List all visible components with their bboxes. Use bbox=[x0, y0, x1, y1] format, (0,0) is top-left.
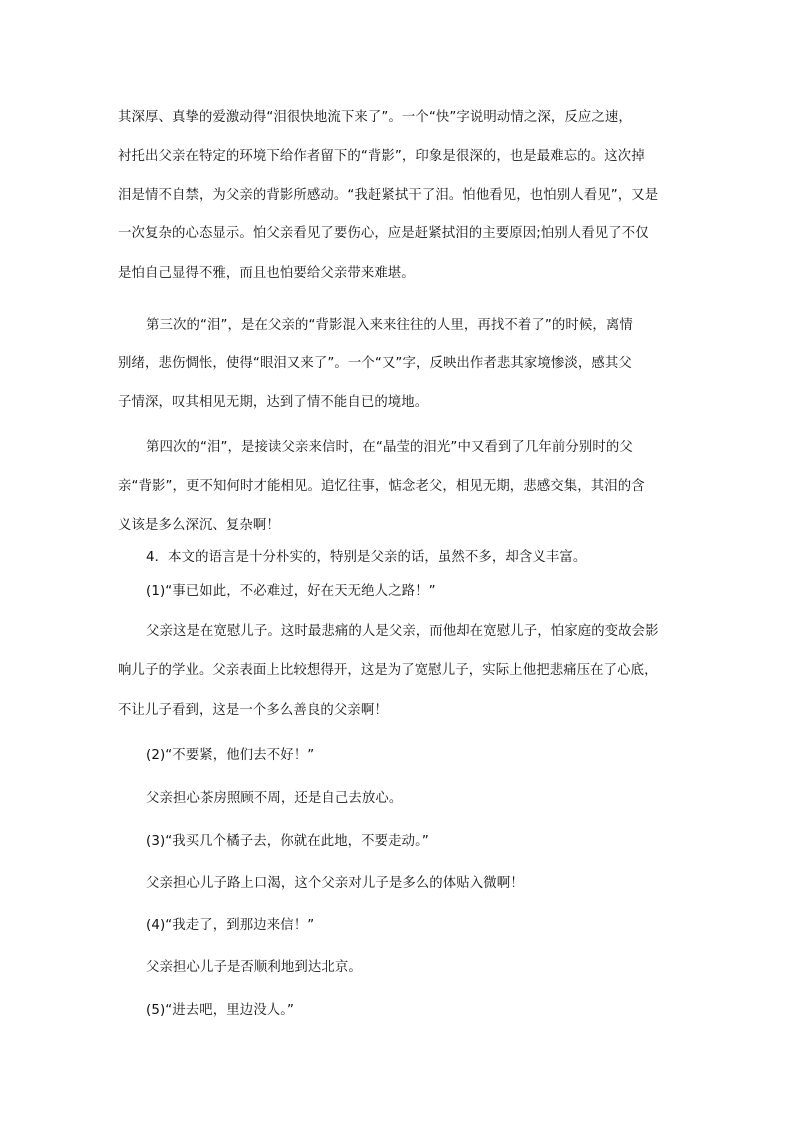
body-line: 一次复杂的心态显示。怕父亲看见了要伤心，应是赶紧拭泪的主要原因;怕别人看见了不仅 bbox=[118, 226, 649, 241]
body-line: 父亲担心儿子路上口渴，这个父亲对儿子是多么的体贴入微啊！ bbox=[146, 876, 524, 891]
quote-line: (1)“事已如此，不必难过，好在天无绝人之路！” bbox=[146, 584, 436, 599]
body-line: 亲“背影”，更不知何时才能相见。追忆往事，惦念老父，相见无期，悲感交集，其泪的含 bbox=[118, 479, 645, 494]
quote-line: (3)“我买几个橘子去，你就在此地，不要走动。” bbox=[146, 834, 429, 849]
quote-line: (2)“不要紧，他们去不好！” bbox=[146, 748, 315, 763]
body-line: 衬托出父亲在特定的环境下给作者留下的“背影”，印象是很深的，也是最难忘的。这次掉 bbox=[118, 149, 645, 164]
section-heading: 4．本文的语言是十分朴实的，特别是父亲的话，虽然不多，却含义丰富。 bbox=[146, 550, 587, 565]
body-line: 父亲担心儿子是否顺利地到达北京。 bbox=[146, 960, 362, 975]
body-line: 别绪，悲伤惆怅，使得“眼泪又来了”。一个“又”字，反映出作者悲其家境惨淡，感其父 bbox=[118, 356, 632, 371]
body-line: 响儿子的学业。父亲表面上比较想得开，这是为了宽慰儿子，实际上他把悲痛压在了心底， bbox=[118, 663, 658, 678]
body-line: 其深厚、真挚的爱激动得“泪很快地流下来了”。一个“快”字说明动情之深，反应之速， bbox=[118, 110, 632, 125]
body-line: 泪是情不自禁，为父亲的背影所感动。“我赶紧拭干了泪。怕他看见，也怕别人看见”，又是 bbox=[118, 188, 659, 203]
body-line: 父亲担心茶房照顾不周，还是自己去放心。 bbox=[146, 791, 403, 806]
body-line: 义该是多么深沉、复杂啊！ bbox=[118, 518, 280, 533]
quote-line: (4)“我走了，到那边来信！” bbox=[146, 918, 315, 933]
paragraph-first-line: 第四次的“泪”，是接读父亲来信时，在“晶莹的泪光”中又看到了几年前分别时的父 bbox=[146, 440, 633, 455]
body-line: 是怕自己显得不雅，而且也怕要给父亲带来难堪。 bbox=[118, 266, 415, 281]
paragraph-first-line: 父亲这是在宽慰儿子。这时最悲痛的人是父亲，而他却在宽慰儿子，怕家庭的变故会影 bbox=[146, 624, 659, 639]
quote-line: (5)“进去吧，里边没人。” bbox=[146, 1003, 295, 1018]
paragraph-first-line: 第三次的“泪”，是在父亲的“背影混入来来往往的人里，再找不着了”的时候，离情 bbox=[146, 318, 633, 333]
body-line: 子情深，叹其相见无期，达到了情不能自已的境地。 bbox=[118, 395, 429, 410]
body-line: 不让儿子看到，这是一个多么善良的父亲啊！ bbox=[118, 703, 388, 718]
